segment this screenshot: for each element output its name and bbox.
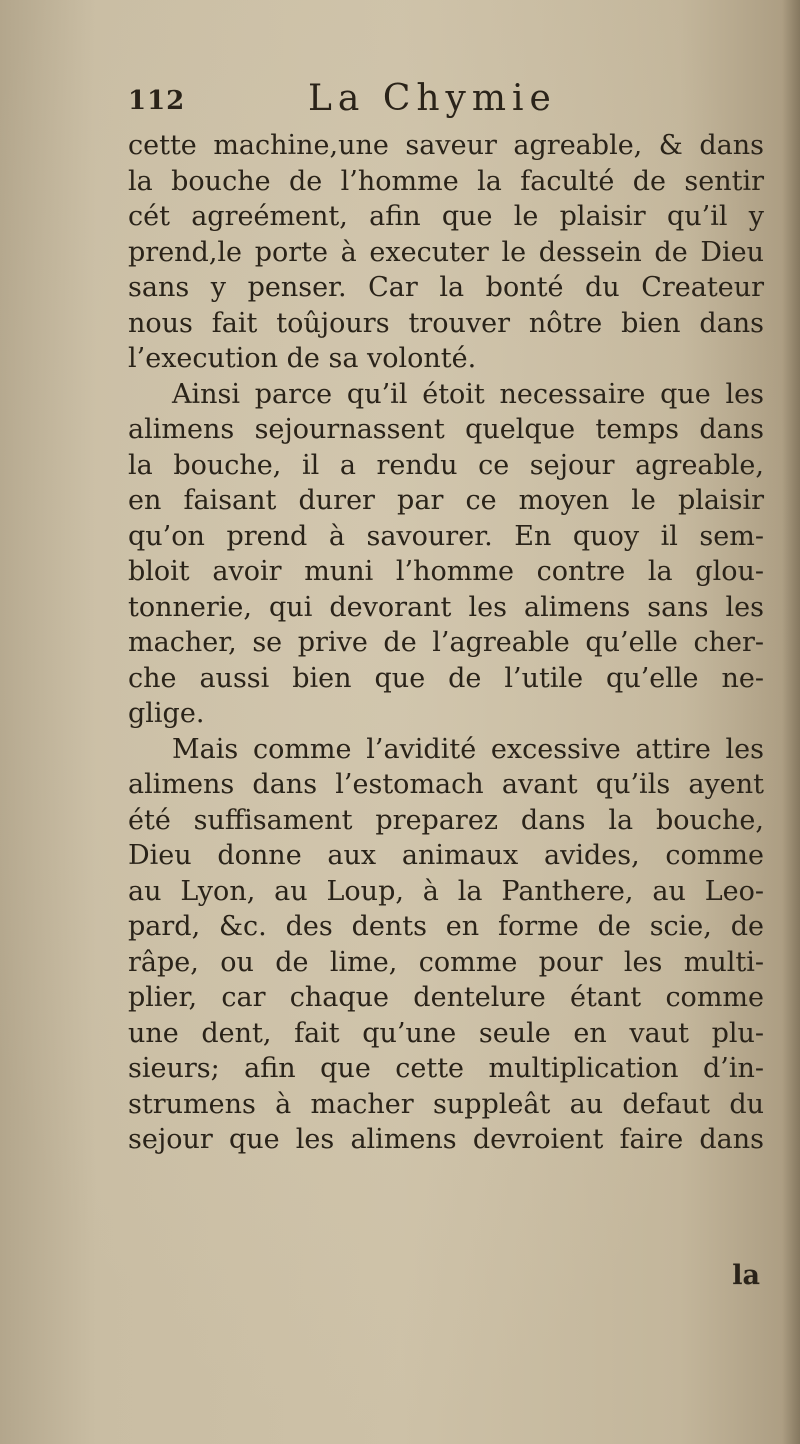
- text-line: plier, car chaque dentelure étant comme: [128, 982, 764, 1013]
- text-line: Dieu donne aux animaux avides, comme: [128, 840, 764, 871]
- text-line: cette machine,une saveur agreable, & dans: [128, 130, 764, 161]
- text-line: râpe, ou de lime, comme pour les multi-: [128, 946, 764, 978]
- text-line: cét agreément, afin que le plaisir qu’il y: [128, 201, 764, 232]
- text-line: sieurs; afin que cette multiplication d’in-: [128, 1053, 764, 1084]
- text-line: alimens dans l’estomach avant qu’ils ayent: [128, 769, 764, 800]
- text-line: alimens sejournassent quelque temps dans: [128, 414, 764, 445]
- text-line: au Lyon, au Loup, à la Panthere, au Leo-: [128, 875, 764, 907]
- text-line: pard, &c. des dents en forme de scie, de: [128, 911, 764, 942]
- text-line: la bouche de l’homme la faculté de sentir: [128, 165, 764, 197]
- page-number: 112: [128, 86, 186, 116]
- text-line: prend,le porte à executer le dessein de Dieu: [128, 236, 764, 268]
- text-line: l’execution de sa volonté.: [128, 343, 477, 374]
- text-line: macher, se prive de l’agreable qu’elle cher-: [128, 627, 764, 658]
- text-line: sejour que les alimens devroient faire dans: [128, 1124, 764, 1155]
- paragraph-first-line: Mais comme l’avidité excessive attire les: [172, 733, 764, 765]
- body-text: [128, 128, 764, 1158]
- text-line: tonnerie, qui devorant les alimens sans les: [128, 591, 764, 623]
- text-line: une dent, fait qu’une seule en vaut plu-: [128, 1017, 764, 1049]
- text-line: nous fait toûjours trouver nôtre bien dans: [128, 307, 764, 339]
- text-line: qu’on prend à savourer. En quoy il sem-: [128, 520, 764, 552]
- catchword: la: [732, 1260, 760, 1291]
- text-line: strumens à macher suppleât au defaut du: [128, 1088, 764, 1120]
- text-line: che aussi bien que de l’utile qu’elle ne-: [128, 662, 764, 694]
- text-line: glige.: [128, 698, 205, 729]
- paragraph-first-line: Ainsi parce qu’il étoit necessaire que les: [172, 378, 764, 410]
- running-head: La Chymie: [308, 78, 557, 119]
- text-line: sans y penser. Car la bonté du Createur: [128, 272, 764, 303]
- text-line: bloit avoir muni l’homme contre la glou-: [128, 556, 764, 587]
- page-header: [128, 78, 668, 122]
- text-line: en faisant durer par ce moyen le plaisir: [128, 485, 764, 516]
- text-line: la bouche, il a rendu ce sejour agreable,: [128, 449, 764, 481]
- text-line: été suffisament preparez dans la bouche,: [128, 804, 764, 836]
